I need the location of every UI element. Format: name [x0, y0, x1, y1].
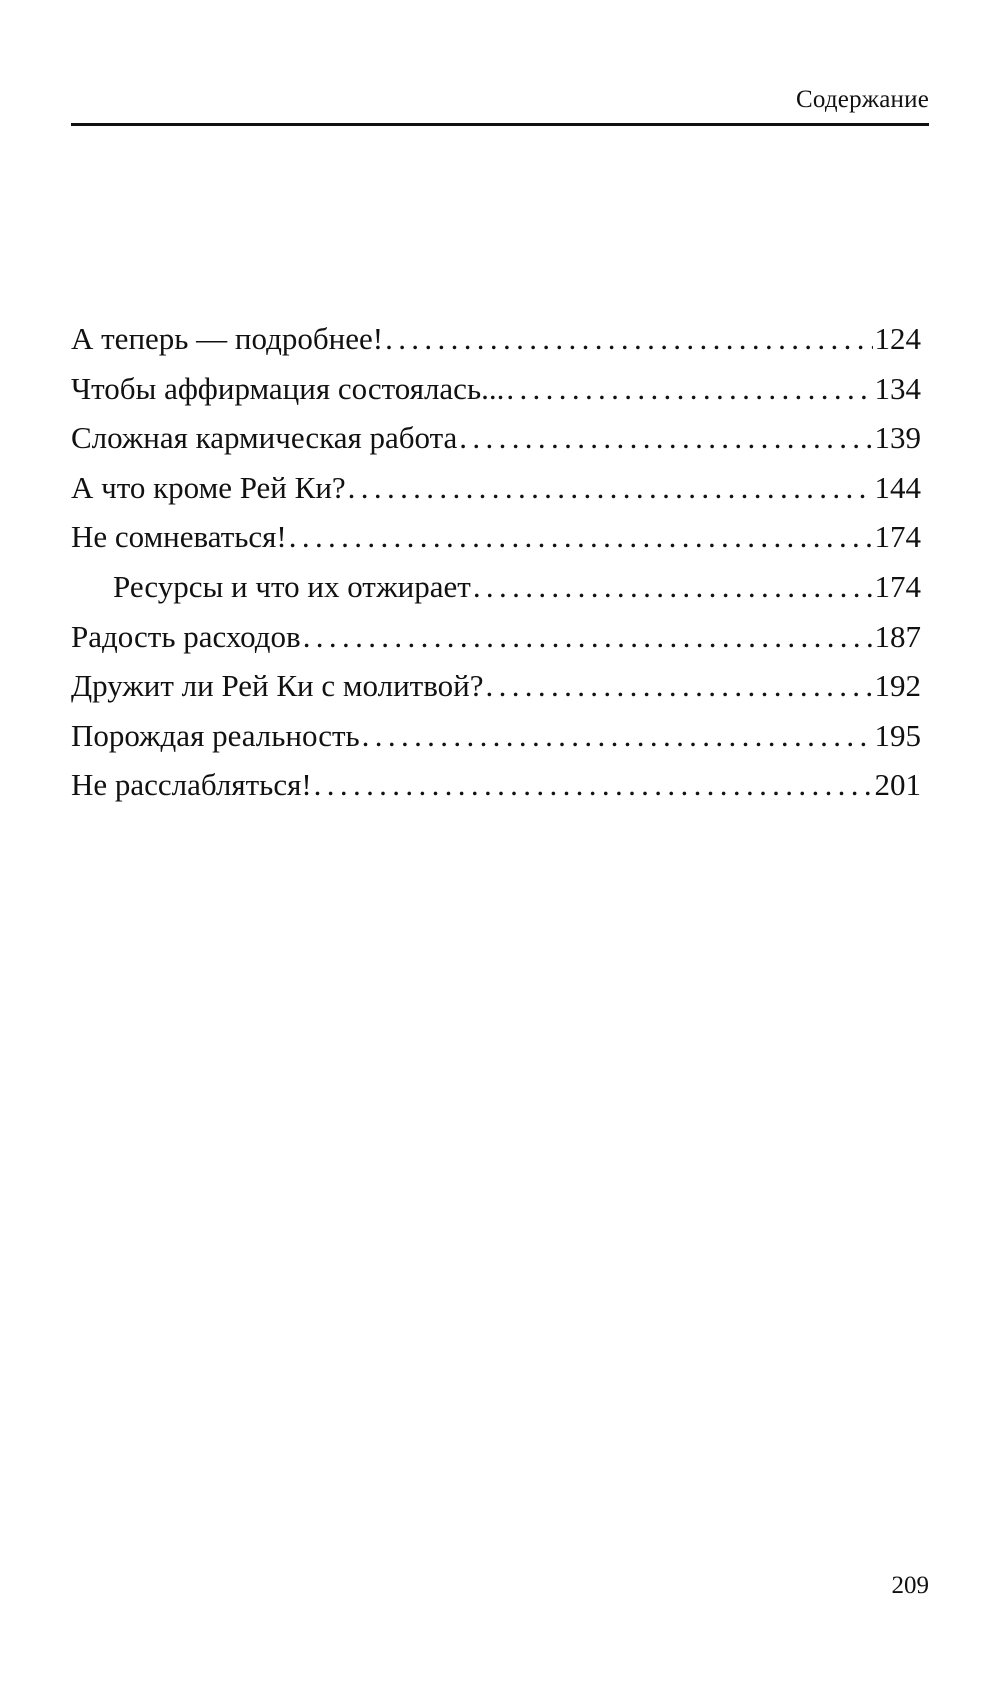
toc-entry[interactable]	[71, 364, 921, 414]
toc-entry-title: А что кроме Рей Ки?	[71, 469, 346, 505]
toc-entry[interactable]	[71, 760, 921, 810]
toc-entry[interactable]	[71, 711, 921, 761]
toc-entry-title: Радость расходов	[71, 618, 301, 654]
toc-entry-page: 195	[874, 717, 921, 753]
toc-entry-page: 187	[874, 618, 921, 654]
toc-leader-dots	[348, 463, 873, 513]
toc-entry-title: Дружит ли Рей Ки с молитвой?	[71, 668, 484, 704]
header-rule	[71, 123, 929, 126]
toc-entry-page: 124	[874, 321, 921, 356]
toc-entry-page: 139	[874, 420, 921, 456]
toc-leader-dots	[289, 512, 873, 562]
page-number: 209	[891, 1572, 929, 1599]
toc-entry-page: 192	[874, 668, 921, 704]
toc-entry[interactable]	[71, 661, 921, 711]
toc-entry-page: 134	[874, 370, 921, 406]
toc-entry[interactable]	[71, 612, 921, 662]
toc-entry-title: Порождая реальность	[71, 717, 360, 753]
toc-entry[interactable]	[71, 314, 921, 364]
toc-entry-title: Не расслабляться!	[71, 767, 312, 803]
toc-entry-page: 144	[874, 469, 921, 505]
toc-entry[interactable]	[71, 512, 921, 562]
toc-entry[interactable]	[71, 463, 921, 513]
running-header-title: Содержание	[796, 86, 929, 113]
toc-entry-page: 174	[874, 568, 921, 604]
toc-leader-dots	[385, 314, 872, 364]
toc-entry-title: А теперь — подробнее!	[71, 321, 384, 356]
toc-entry-title: Чтобы аффирмация состоялась...	[71, 370, 505, 406]
toc-leader-dots	[486, 661, 873, 711]
toc-leader-dots	[314, 760, 873, 810]
toc-leader-dots	[506, 364, 872, 414]
toc-leader-dots	[459, 413, 872, 463]
running-header	[71, 86, 929, 126]
toc-leader-dots	[473, 562, 873, 612]
toc-entry-page: 174	[874, 519, 921, 555]
table-of-contents	[71, 314, 921, 810]
toc-leader-dots	[303, 612, 873, 662]
toc-entry-title: Ресурсы и что их отжирает	[113, 568, 471, 604]
toc-entry-title: Сложная кармическая работа	[71, 420, 458, 456]
toc-entry[interactable]	[71, 413, 921, 463]
toc-entry-title: Не сомневаться!	[71, 519, 287, 555]
toc-entry-page: 201	[874, 767, 921, 803]
toc-leader-dots	[362, 711, 873, 761]
toc-subentry[interactable]	[71, 562, 921, 612]
